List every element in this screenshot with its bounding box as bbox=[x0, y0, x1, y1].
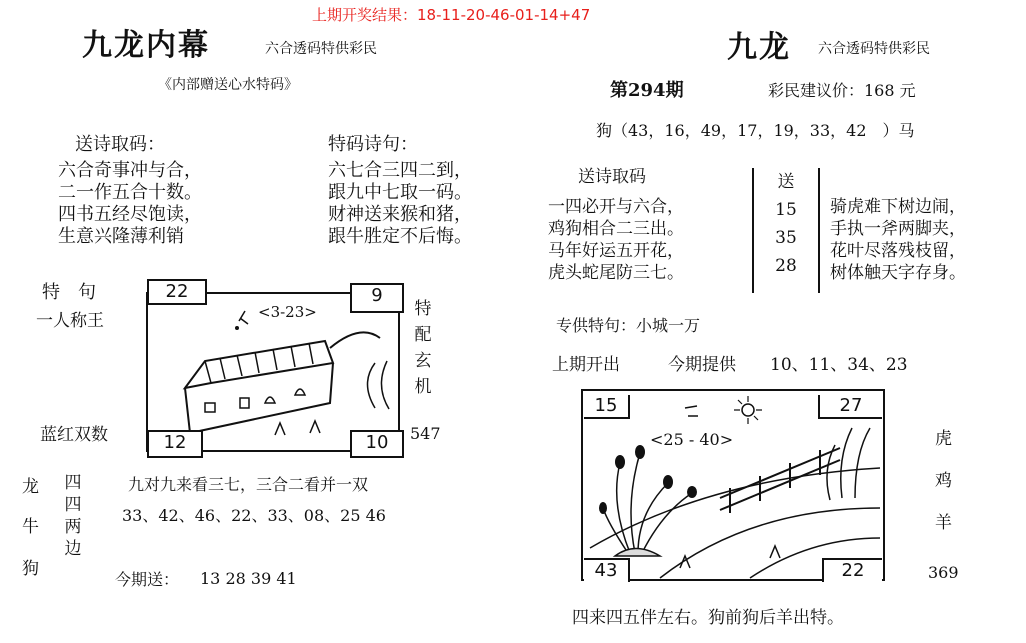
poem-line: 花叶尽落残枝留， bbox=[830, 241, 966, 261]
right-box-top-left: 15 bbox=[584, 395, 630, 419]
left-box-bottom-right: 10 bbox=[350, 430, 404, 458]
left-special-poem bbox=[328, 160, 472, 248]
today-label: 今期送： bbox=[115, 570, 180, 589]
left-verse: 九对九来看三七，三合二看并一双 bbox=[128, 475, 369, 494]
teju-text: 一人称王 bbox=[36, 311, 104, 331]
poem-line: 六七合三四二到， bbox=[328, 160, 472, 181]
poem-line: 一四必开与六合， bbox=[548, 197, 684, 217]
right-right-number: 369 bbox=[928, 563, 959, 582]
send-number: 35 bbox=[775, 228, 797, 248]
side-char: 四 bbox=[64, 473, 82, 493]
left-poem-heading: 送诗取码： bbox=[75, 134, 165, 155]
right-zodiac-1: 虎 bbox=[935, 429, 952, 449]
issue-number: 第294期 bbox=[610, 80, 684, 101]
right-zodiac-2: 鸡 bbox=[935, 471, 952, 491]
suggested-price: 彩民建议价：168 元 bbox=[768, 81, 916, 100]
left-poem bbox=[58, 160, 202, 248]
right-brand-title: 九龙 bbox=[727, 30, 791, 65]
right-bottom-line: 四来四五伴左右。狗前狗后羊出特。 bbox=[572, 608, 844, 628]
side-char: 两 bbox=[64, 517, 82, 537]
poem-line: 鸡狗相合二三出。 bbox=[548, 219, 684, 239]
right-box-top-right: 27 bbox=[818, 395, 882, 419]
this-issue-label: 今期提供 bbox=[668, 355, 736, 375]
right-box-bottom-right: 22 bbox=[822, 558, 882, 582]
poem-line: 四书五经尽饱读， bbox=[58, 204, 202, 225]
vertical-char: 玄 bbox=[414, 351, 432, 371]
right-box-bottom-left: 43 bbox=[584, 558, 630, 582]
left-subtitle: 《内部赠送心水特码》 bbox=[158, 77, 298, 93]
this-issue-numbers: 10、11、34、23 bbox=[770, 355, 908, 375]
poem-line: 六合奇事冲与合， bbox=[58, 160, 202, 181]
left-side-column bbox=[62, 472, 84, 560]
last-draw-result: 上期开奖结果：18-11-20-46-01-14+47 bbox=[312, 6, 591, 24]
poem-line: 骑虎难下树边闹， bbox=[830, 197, 966, 217]
left-zodiac-2: 牛 bbox=[22, 517, 39, 537]
send-number: 28 bbox=[775, 256, 797, 276]
poem-line: 虎头蛇尾防三七。 bbox=[548, 263, 684, 283]
left-box-top-right: 9 bbox=[350, 283, 404, 313]
right-poem-2 bbox=[830, 196, 966, 284]
send-number-column bbox=[752, 168, 820, 293]
last-issue-label: 上期开出 bbox=[552, 355, 620, 375]
side-char: 边 bbox=[64, 539, 82, 559]
poem-line: 二一作五合十数。 bbox=[58, 182, 202, 203]
left-box-bottom-left: 12 bbox=[147, 430, 203, 458]
left-numbers-line: 33、42、46、22、33、08、25 46 bbox=[122, 506, 386, 525]
poem-line: 马年好运五开花， bbox=[548, 241, 684, 261]
right-poem bbox=[548, 196, 684, 284]
poem-line: 财神送来猴和猪， bbox=[328, 204, 472, 225]
right-poem-heading: 送诗取码 bbox=[578, 167, 646, 187]
left-right-number: 547 bbox=[410, 424, 441, 443]
left-sketch-note: <3-23> bbox=[258, 303, 317, 321]
right-sketch-note: <25 - 40> bbox=[650, 430, 734, 449]
left-vertical-hint bbox=[412, 296, 434, 400]
vertical-char: 配 bbox=[414, 325, 432, 345]
poem-line: 手执一斧两脚夹， bbox=[830, 219, 966, 239]
send-number: 15 bbox=[775, 200, 797, 220]
vertical-char: 机 bbox=[414, 377, 432, 397]
left-zodiac-3: 狗 bbox=[22, 559, 39, 579]
today-numbers: 13 28 39 41 bbox=[200, 569, 297, 588]
left-brand-title: 九龙内幕 bbox=[82, 28, 210, 63]
special-phrase: 专供特句：小城一万 bbox=[556, 316, 701, 335]
side-char: 四 bbox=[64, 495, 82, 515]
left-tagline: 六合透码特供彩民 bbox=[265, 41, 377, 57]
left-zodiac-1: 龙 bbox=[22, 477, 39, 497]
left-special-heading: 特码诗句： bbox=[328, 134, 418, 155]
poem-line: 跟九中七取一码。 bbox=[328, 182, 472, 203]
lanhong-text: 蓝红双数 bbox=[40, 425, 108, 445]
send-label: 送 bbox=[777, 172, 795, 192]
left-box-top-left: 22 bbox=[147, 279, 207, 305]
poem-line: 树体触天字存身。 bbox=[830, 263, 966, 283]
teju-label: 特 句 bbox=[42, 282, 96, 303]
right-zodiac-3: 羊 bbox=[935, 513, 952, 533]
dog-horse-line: 狗（43，16，49，17，19，33，42 ）马 bbox=[596, 121, 915, 140]
vertical-char: 特 bbox=[414, 299, 432, 319]
poem-line: 生意兴隆薄利销 bbox=[58, 226, 184, 247]
poem-line: 跟牛胜定不后悔。 bbox=[328, 226, 472, 247]
right-tagline: 六合透码特供彩民 bbox=[818, 41, 930, 57]
